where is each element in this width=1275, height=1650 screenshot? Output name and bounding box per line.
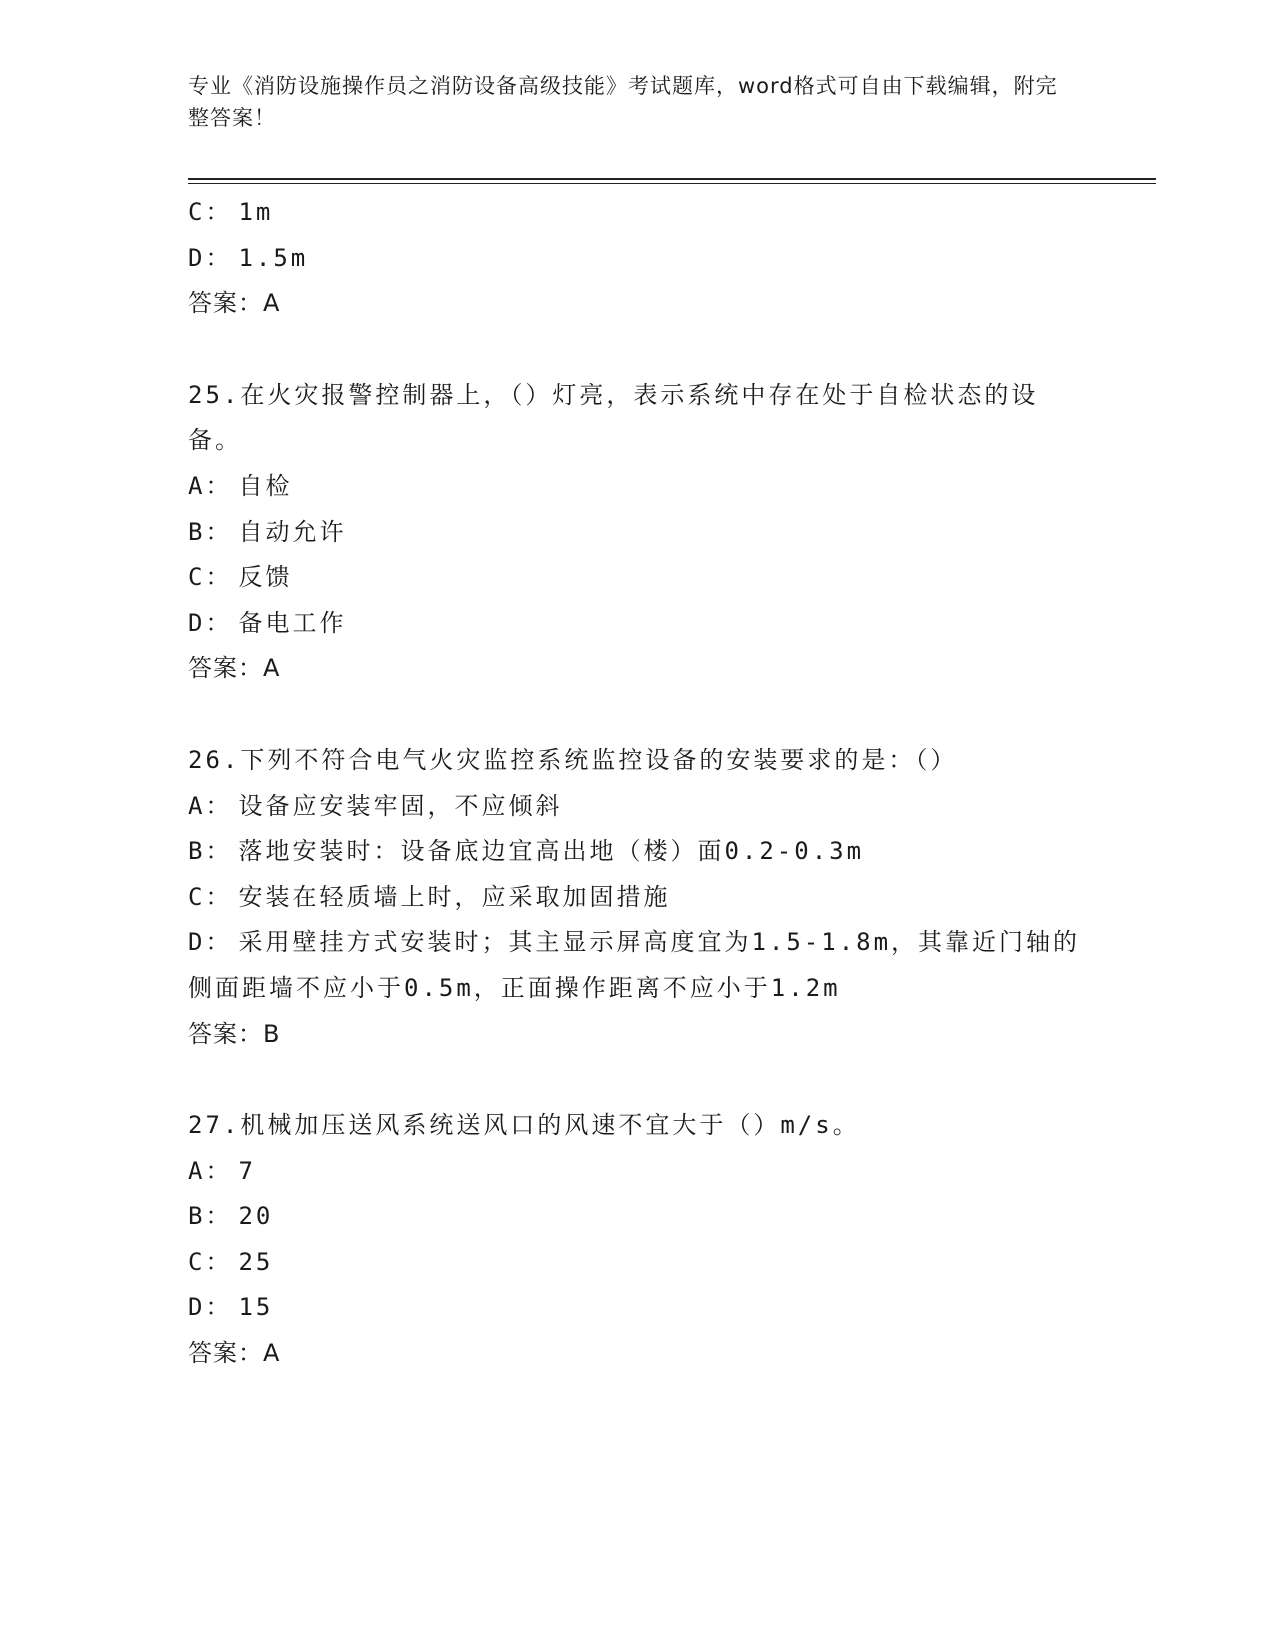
option-label: A：: [188, 791, 233, 820]
option-b: [188, 1194, 1088, 1240]
option-d: [188, 920, 1088, 1011]
answer-line: 答案：A: [188, 654, 281, 683]
option-label: D：: [188, 608, 233, 637]
option-a: [188, 1149, 1088, 1195]
option-value: 安装在轻质墙上时，应采取加固措施: [238, 882, 671, 911]
answer-line: 答案：A: [188, 1339, 281, 1368]
option-d: [188, 236, 1088, 282]
option-value: 采用壁挂方式安装时；其主显示屏高度宜为1.5-1.8m，其靠近门轴的侧面距墙不应小于0.5m，正面操作距离不应小于1.2m: [188, 928, 1081, 1002]
question-list: [188, 190, 1088, 1377]
question-text: 26.下列不符合电气火灾监控系统监控设备的安装要求的是：（）: [188, 745, 958, 774]
option-value: 25: [238, 1247, 274, 1276]
option-label: C：: [188, 563, 233, 592]
header-divider-thin: [188, 183, 1156, 184]
page-header: 专业《消防设施操作员之消防设备高级技能》考试题库，word格式可自由下载编辑，附完整答案！: [188, 74, 1058, 130]
option-a: [188, 464, 1088, 510]
option-label: C：: [188, 1247, 233, 1276]
option-d: [188, 601, 1088, 647]
option-value: 自动允许: [238, 517, 347, 546]
option-value: 落地安装时：设备底边宜高出地（楼）面0.2-0.3m: [238, 837, 865, 866]
option-label: C：: [188, 198, 233, 226]
question-25: [188, 373, 1088, 692]
option-label: A：: [188, 1156, 233, 1185]
option-label: C：: [188, 882, 233, 911]
option-a: [188, 784, 1088, 830]
option-label: D：: [188, 928, 233, 957]
question-text: 25.在火灾报警控制器上，（）灯亮，表示系统中存在处于自检状态的设备。: [188, 380, 1039, 455]
option-value: 备电工作: [238, 608, 347, 637]
answer-line: 答案：B: [188, 1019, 281, 1048]
option-value: 1m: [238, 198, 274, 226]
option-value: 设备应安装牢固，不应倾斜: [238, 791, 563, 820]
question-26: [188, 738, 1088, 1057]
option-value: 7: [238, 1156, 256, 1185]
option-label: B：: [188, 517, 233, 546]
option-label: A：: [188, 471, 233, 500]
option-label: B：: [188, 1202, 233, 1231]
option-value: 自检: [238, 471, 293, 500]
question-27: [188, 1103, 1088, 1377]
header-divider-thick: [188, 178, 1156, 180]
question-text: 27.机械加压送风系统送风口的风速不宜大于（）m/s。: [188, 1111, 860, 1140]
option-label: D：: [188, 243, 233, 272]
option-d: [188, 1285, 1088, 1331]
question-fragment: [188, 190, 1088, 327]
option-c: [188, 875, 1088, 921]
answer-line: 答案：A: [188, 289, 281, 318]
option-label: D：: [188, 1293, 233, 1322]
option-c: [188, 1240, 1088, 1286]
option-value: 15: [238, 1293, 274, 1322]
option-label: B：: [188, 837, 233, 866]
option-value: 反馈: [238, 563, 293, 592]
option-b: [188, 829, 1088, 875]
option-c: [188, 555, 1088, 601]
option-value: 1.5m: [238, 243, 309, 272]
option-value: 20: [238, 1202, 274, 1231]
option-c: [188, 190, 1088, 236]
option-b: [188, 510, 1088, 556]
